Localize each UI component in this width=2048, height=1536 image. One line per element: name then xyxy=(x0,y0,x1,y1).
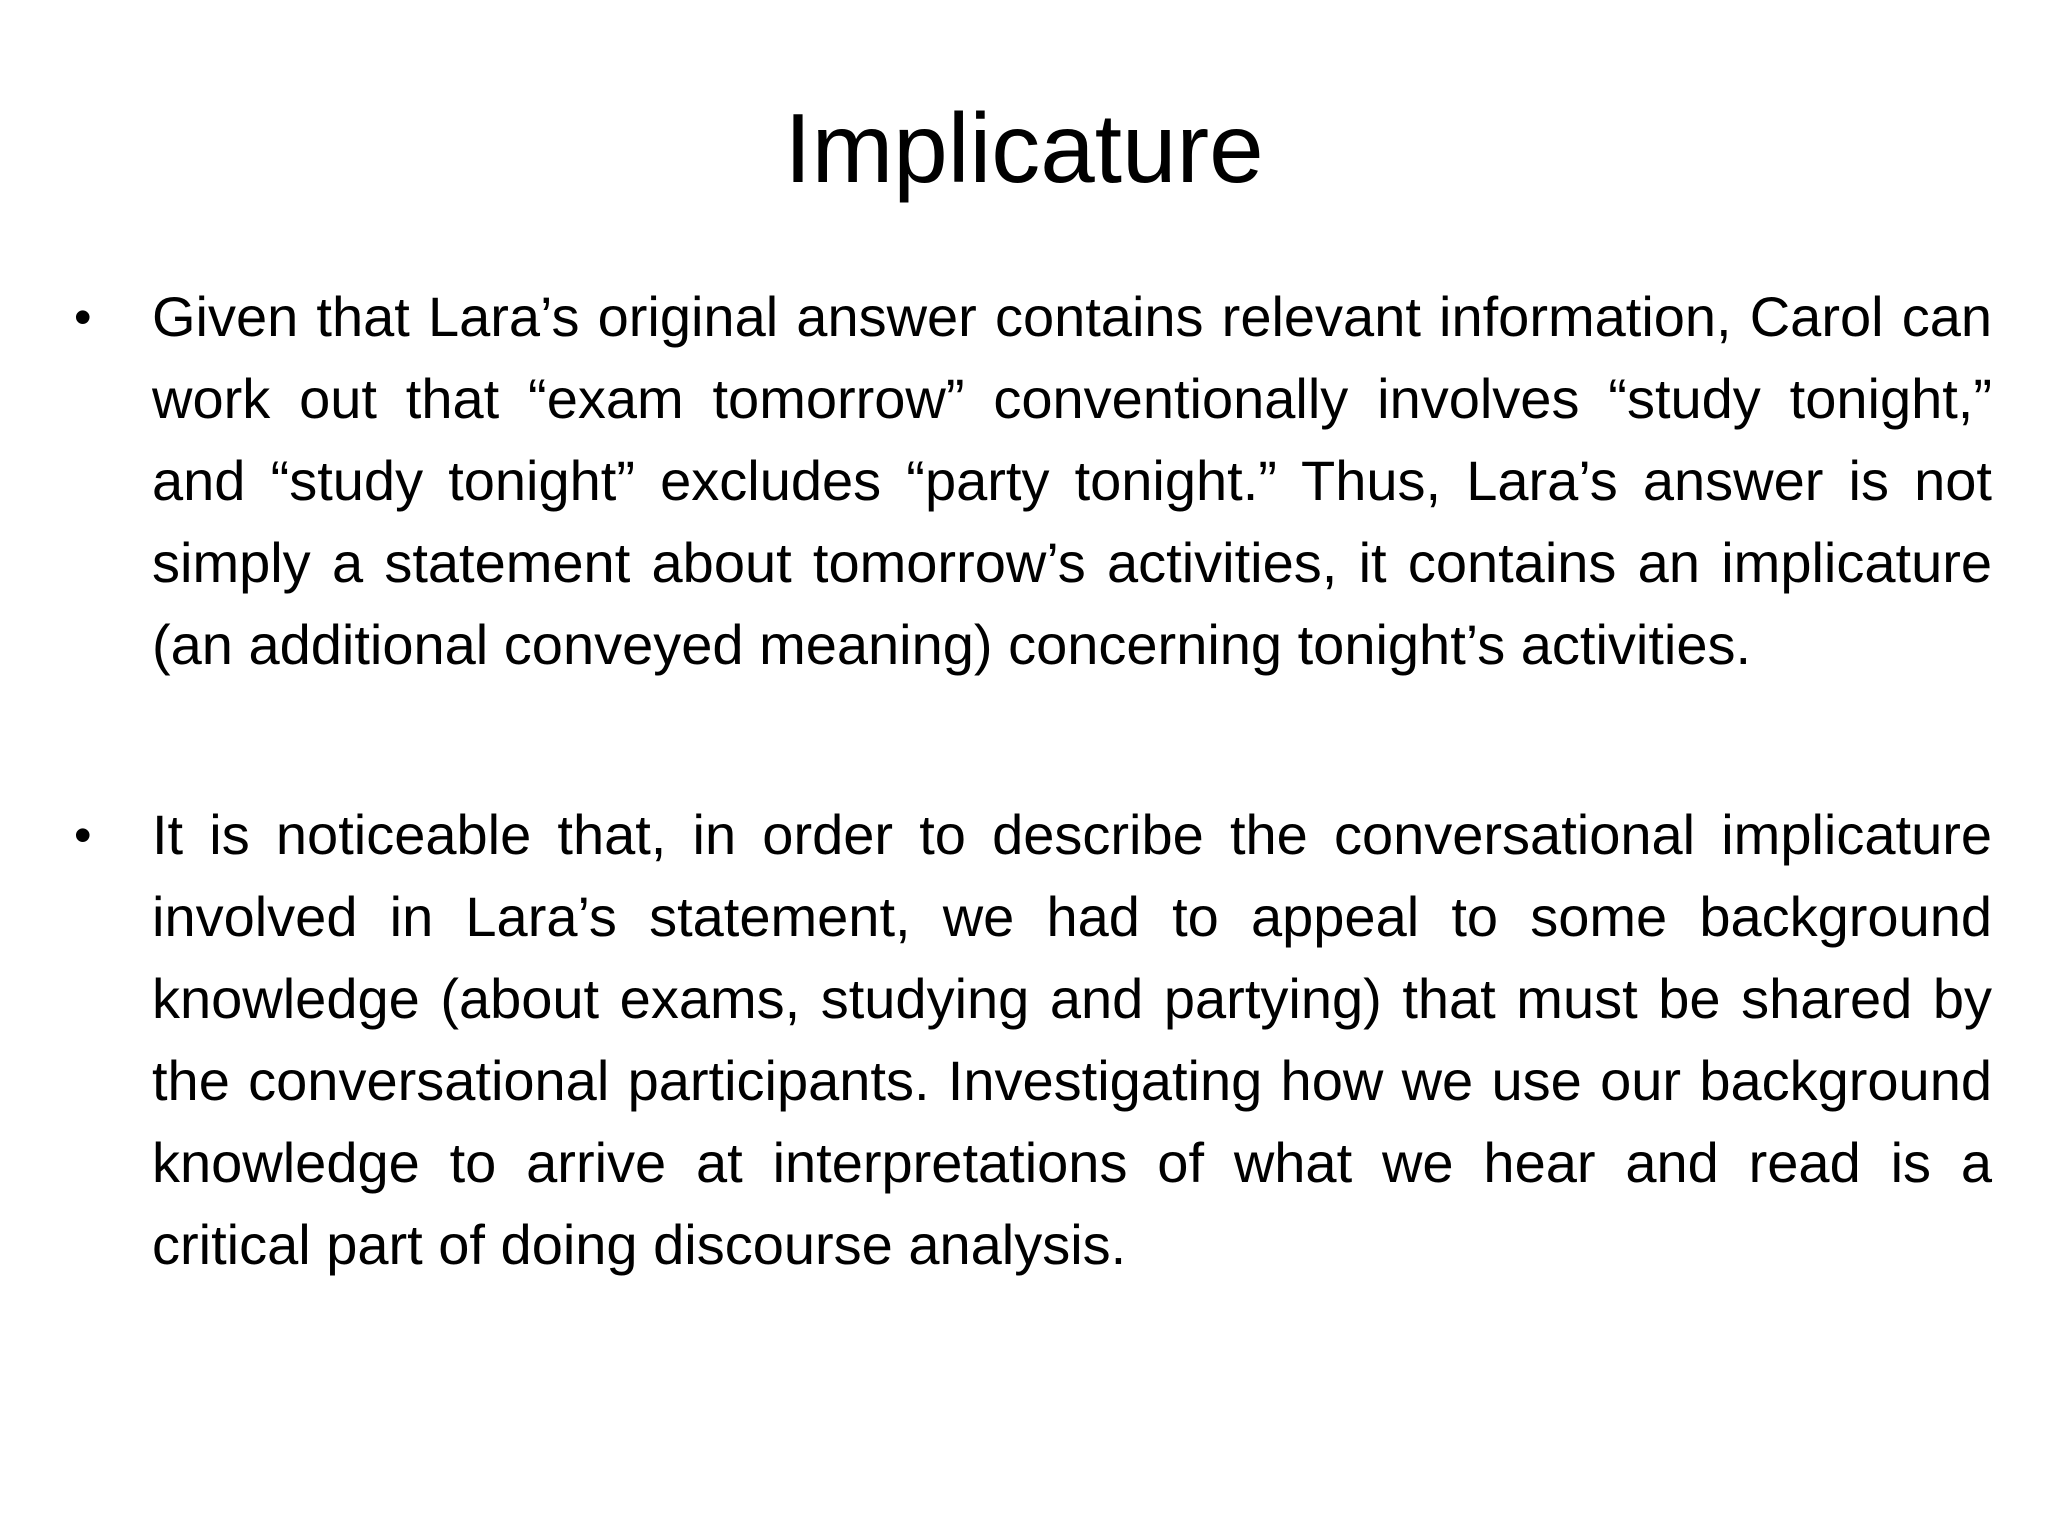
bullet-dot-icon: • xyxy=(74,807,92,863)
bullet-text: It is noticeable that, in order to describe the conversational implicature involved in Lara’s statement, we had to appeal to some background knowledge (about exams, studying and partying) that must be shared by the conversational participants. Investigating how we use our background knowledge to arrive at interpretations of what we hear and read is a critical part of doing discourse analysis. xyxy=(152,803,1992,1276)
bullet-item xyxy=(72,794,1992,1286)
slide-title: Implicature xyxy=(784,93,1264,203)
bullet-text: Given that Lara’s original answer contains relevant information, Carol can work out that “exam tomorrow” conventionally involves “study tonight,” and “study tonight” excludes “party tonight.” Thus, Lara’s answer is not simply a statement about tomorrow’s activities, it contains an implicature (an additional conveyed meaning) concerning tonight’s activities. xyxy=(152,285,1992,676)
bullet-dot-icon: • xyxy=(74,289,92,345)
bullet-list xyxy=(72,276,1992,1286)
bullet-item xyxy=(72,276,1992,686)
